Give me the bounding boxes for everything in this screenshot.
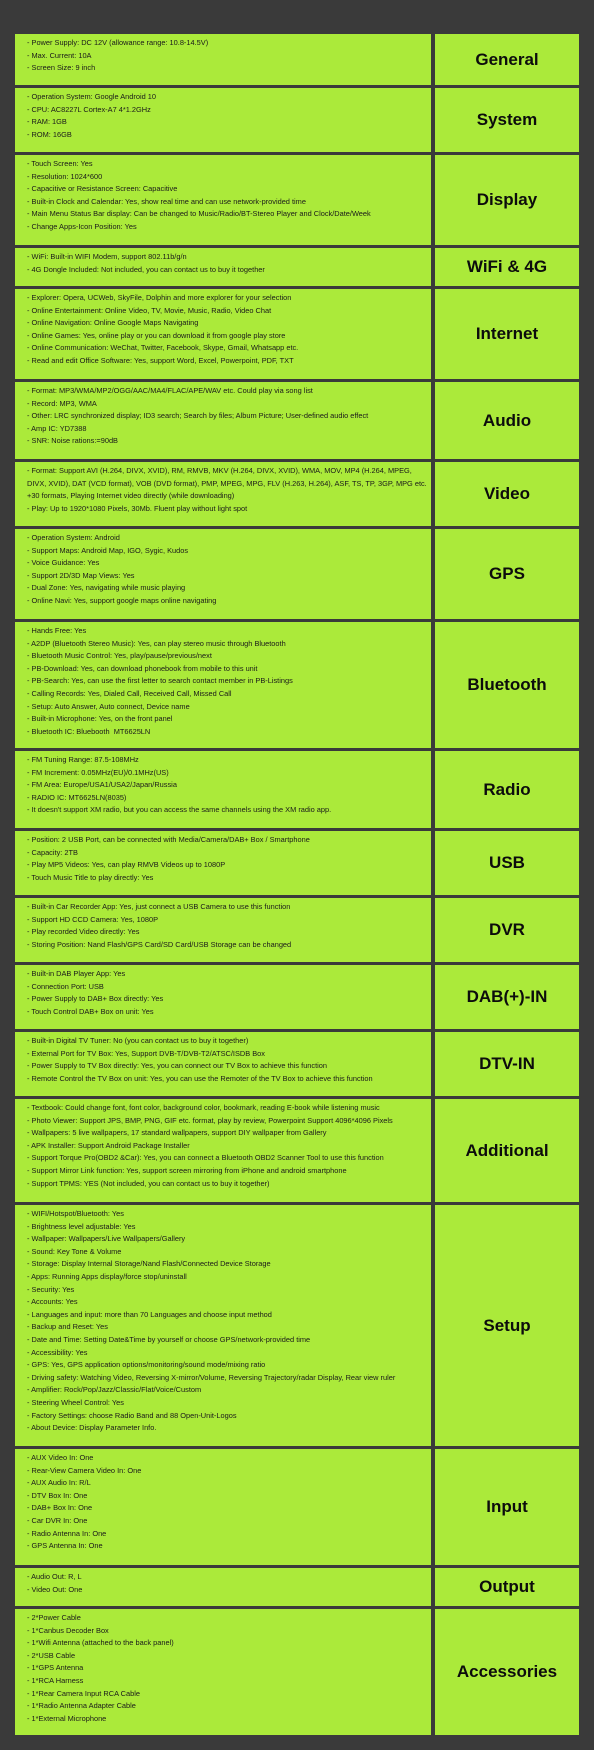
spec-line: - DTV Box In: One: [27, 1490, 88, 1500]
spec-line: - Built-in DAB Player App: Yes: [27, 969, 126, 978]
spec-line: - A2DP (Bluetooth Stereo Music): Yes, can play stereo music through Bluetooth: [27, 638, 286, 648]
spec-line: - Play: Up to 1920*1080 Pixels, 30Mb. Fluent play without light spot: [27, 503, 248, 513]
spec-line: - Online Communication: WeChat, Twitter, Facebook, Skype, Gmail, Whatsapp etc.: [27, 343, 299, 353]
spec-line: - PB-Download: Yes, can download phonebook from mobile to this unit: [27, 663, 258, 673]
spec-line: - Bluetooth Music Control: Yes, play/pause/previous/next: [27, 651, 212, 661]
spec-line: - Support TPMS: YES (Not included, you can contact us to buy it together): [27, 1178, 270, 1188]
spec-details: [15, 382, 431, 459]
section-title: Setup: [435, 1205, 579, 1446]
section-title: Additional: [435, 1099, 579, 1202]
spec-details: [15, 622, 431, 748]
spec-line: - AUX Audio In: R/L: [27, 1478, 91, 1488]
section-title: USB: [435, 831, 579, 895]
spec-details: [15, 462, 431, 526]
spec-row-audio: [15, 382, 579, 459]
spec-row-dvr: [15, 898, 579, 962]
spec-line: - Change Apps-Icon Position: Yes: [27, 221, 137, 231]
spec-line: - Support Mirror Link function: Yes, support screen mirroring from iPhone and android smartphone: [27, 1165, 347, 1175]
spec-line: - Support Torque Pro(OBD2 &Car): Yes, you can connect a Bluetooth OBD2 Scanner Tool to use this function: [27, 1153, 384, 1163]
spec-line: - Support HD CCD Camera: Yes, 1080P: [27, 914, 159, 924]
spec-line: - Online Entertainment: Online Video, TV, Movie, Music, Radio, Video Chat: [27, 305, 272, 315]
spec-line: - Explorer: Opera, UCWeb, SkyFile, Dolphin and more explorer for your selection: [27, 293, 292, 302]
spec-line: - Max. Current: 10A: [27, 50, 92, 60]
spec-line: - Dual Zone: Yes, navigating while music playing: [27, 583, 186, 593]
spec-row-radio: [15, 751, 579, 828]
spec-line: - Touch Screen: Yes: [27, 159, 93, 168]
spec-details: [15, 965, 431, 1029]
spec-details: [15, 898, 431, 962]
section-title: Input: [435, 1449, 579, 1565]
spec-line: - Storage: Display Internal Storage/Nand Flash/Connected Device Storage: [27, 1259, 271, 1269]
spec-line: - Other: LRC synchronized display; ID3 search; Search by files; Album Picture; User-defined audio effect: [27, 411, 369, 421]
spec-line: - Touch Music Title to play directly: Yes: [27, 872, 154, 882]
spec-row-output: [15, 1568, 579, 1606]
spec-line: - SNR: Noise rations:=90dB: [27, 436, 118, 446]
spec-line: - Built-in Car Recorder App: Yes, just connect a USB Camera to use this function: [27, 902, 291, 911]
spec-line: - Textbook: Could change font, font color, background color, bookmark, reading E-book while listening music: [27, 1103, 380, 1112]
spec-line: - Driving safety: Watching Video, Reversing X-mirror/Volume, Reversing Trajectory/radar Display, Rear view ruler: [27, 1372, 396, 1382]
spec-line: - 1*Wifi Antenna (attached to the back panel): [27, 1638, 174, 1648]
spec-line: - Power Supply: DC 12V (allowance range: 10.8-14.5V): [27, 38, 209, 47]
spec-row-additional: [15, 1099, 579, 1202]
spec-line: - CPU: AC8227L Cortex-A7 4*1.2GHz: [27, 104, 151, 114]
spec-line: - PB-Search: Yes, can use the first letter to search contact member in PB-Listings: [27, 676, 293, 686]
spec-row-internet: [15, 289, 579, 379]
spec-line: - Languages and input: more than 70 Languages and choose input method: [27, 1309, 272, 1319]
spec-line: - Play MP5 Videos: Yes, can play RMVB Videos up to 1080P: [27, 860, 226, 870]
section-title: Audio: [435, 382, 579, 459]
spec-line: - About Device: Display Parameter Info.: [27, 1423, 157, 1433]
spec-line: - Accounts: Yes: [27, 1297, 78, 1307]
spec-line: - 1*RCA Harness: [27, 1675, 84, 1685]
spec-line: - Security: Yes: [27, 1284, 75, 1294]
spec-line: - Record: MP3, WMA: [27, 398, 97, 408]
spec-details: [15, 88, 431, 152]
spec-line: - 1*External Microphone: [27, 1713, 107, 1723]
spec-line: - Brightness level adjustable: Yes: [27, 1221, 136, 1231]
spec-line: - Photo Viewer: Support JPS, BMP, PNG, GIF etc. format, play by review, Powerpoint Support 4096*4096 Pixels: [27, 1115, 393, 1125]
spec-line: - 1*Radio Antenna Adapter Cable: [27, 1701, 136, 1711]
spec-details: [15, 1449, 431, 1565]
section-title: General: [435, 34, 579, 85]
spec-details: [15, 751, 431, 828]
spec-line: - Support 2D/3D Map Views: Yes: [27, 570, 135, 580]
spec-details: [15, 1568, 431, 1606]
spec-row-display: [15, 155, 579, 245]
spec-line: - Built-in Digital TV Tuner: No (you can contact us to buy it together): [27, 1036, 249, 1045]
spec-line: - Setup: Auto Answer, Auto connect, Device name: [27, 701, 190, 711]
spec-row-video: [15, 462, 579, 526]
spec-details: [15, 1609, 431, 1735]
spec-row-wifi-4g: [15, 248, 579, 286]
section-title: DAB(+)-IN: [435, 965, 579, 1029]
spec-line: - 1*GPS Antenna: [27, 1663, 84, 1673]
spec-line: - WIFI/Hotspot/Bluetooth: Yes: [27, 1209, 124, 1218]
section-title: System: [435, 88, 579, 152]
spec-details: [15, 248, 431, 286]
spec-details: [15, 1099, 431, 1202]
spec-line: - DAB+ Box In: One: [27, 1503, 93, 1513]
spec-line: - Power Supply to TV Box directly: Yes, you can connect our TV Box to achieve this function: [27, 1061, 328, 1071]
spec-line: - Capacity: 2TB: [27, 847, 78, 857]
spec-line: - WiFi: Built-in WIFI Modem, support 802.11b/g/n: [27, 252, 187, 261]
spec-line: - Connection Port: USB: [27, 981, 104, 991]
spec-line: - Car DVR In: One: [27, 1515, 88, 1525]
section-title: Video: [435, 462, 579, 526]
spec-line: - FM Increment: 0.05MHz(EU)/0.1MHz(US): [27, 767, 169, 777]
spec-line: - Power Supply to DAB+ Box directly: Yes: [27, 994, 164, 1004]
spec-line: - Format: Support AVI (H.264, DIVX, XVID), RM, RMVB, MKV (H.264, DIVX, XVID), WMA, MOV, MP4 (H.264, MPEG, DIVX, XVID), DAT (VCD format), VOB (DVD format), PMP, MPEG, MPG, FLV (H.263, H.264), ASF, TS, TP, 3GP, MPG etc. +30 formats, Playing Internet video directly (while downloading): [27, 466, 429, 501]
spec-line: - Play recorded Video directly: Yes: [27, 927, 140, 937]
spec-line: - Video Out: One: [27, 1584, 83, 1594]
spec-details: [15, 289, 431, 379]
spec-line: - Wallpapers: 5 live wallpapers, 17 standard wallpapers, support DIY wallpaper from Gallery: [27, 1128, 327, 1138]
spec-line: - 2*Power Cable: [27, 1613, 81, 1622]
spec-details: [15, 34, 431, 85]
spec-line: - Date and Time: Setting Date&Time by yourself or choose GPS/network-provided time: [27, 1334, 311, 1344]
spec-line: - Operation System: Android: [27, 533, 120, 542]
spec-line: - FM Area: Europe/USA1/USA2/Japan/Russia: [27, 780, 177, 790]
spec-line: - Capacitive or Resistance Screen: Capacitive: [27, 184, 178, 194]
spec-line: - RADIO IC: MT6625LN(8035): [27, 792, 127, 802]
section-title: Accessories: [435, 1609, 579, 1735]
spec-line: - Online Navi: Yes, support google maps online navigating: [27, 595, 217, 605]
spec-line: - Voice Guidance: Yes: [27, 558, 100, 568]
spec-line: - Rear-View Camera Video In: One: [27, 1465, 142, 1475]
spec-line: - GPS Antenna In: One: [27, 1541, 103, 1551]
spec-row-bluetooth: [15, 622, 579, 748]
spec-line: - Steering Wheel Control: Yes: [27, 1397, 124, 1407]
spec-line: - Amp IC: YD7388: [27, 423, 87, 433]
spec-row-usb: [15, 831, 579, 895]
spec-line: - Read and edit Office Software: Yes, support Word, Excel, Powerpoint, PDF, TXT: [27, 355, 294, 365]
spec-row-system: [15, 88, 579, 152]
spec-line: - Bluetooth IC: Bluebooth MT6625LN: [27, 726, 151, 736]
spec-line: - 4G Dongle Included: Not included, you can contact us to buy it together: [27, 264, 265, 274]
spec-line: - 1*Rear Camera Input RCA Cable: [27, 1688, 140, 1698]
spec-line: - Radio Antenna In: One: [27, 1528, 107, 1538]
spec-line: - Touch Control DAB+ Box on unit: Yes: [27, 1006, 154, 1016]
spec-line: - Support Maps: Android Map, IGO, Sygic, Kudos: [27, 545, 189, 555]
spec-line: - Built-in Microphone: Yes, on the front panel: [27, 714, 173, 724]
section-title: Output: [435, 1568, 579, 1606]
spec-line: - Format: MP3/WMA/MP2/OGG/AAC/MA4/FLAC/APE/WAV etc. Could play via song list: [27, 386, 313, 395]
section-title: Internet: [435, 289, 579, 379]
spec-details: [15, 1032, 431, 1096]
spec-line: - Wallpaper: Wallpapers/Live Wallpapers/Gallery: [27, 1234, 186, 1244]
spec-line: - Apps: Running Apps display/force stop/uninstall: [27, 1271, 187, 1281]
spec-line: - Resolution: 1024*600: [27, 171, 103, 181]
spec-details: [15, 831, 431, 895]
spec-line: - Storing Position: Nand Flash/GPS Card/SD Card/USB Storage can be changed: [27, 939, 292, 949]
spec-line: - Operation System: Google Android 10: [27, 92, 156, 101]
section-title: GPS: [435, 529, 579, 619]
spec-row-accessories: [15, 1609, 579, 1735]
spec-line: - Calling Records: Yes, Dialed Call, Received Call, Missed Call: [27, 688, 232, 698]
spec-line: - 2*USB Cable: [27, 1650, 76, 1660]
spec-line: - External Port for TV Box: Yes, Support DVB-T/DVB-T2/ATSC/ISDB Box: [27, 1048, 265, 1058]
spec-details: [15, 529, 431, 619]
spec-line: - Factory Settings: choose Radio Band and 88 Open-Unit-Logos: [27, 1410, 237, 1420]
spec-details: [15, 1205, 431, 1446]
spec-line: - Sound: Key Tone & Volume: [27, 1246, 122, 1256]
spec-line: - FM Tuning Range: 87.5-108MHz: [27, 755, 139, 764]
section-title: Display: [435, 155, 579, 245]
spec-line: - GPS: Yes, GPS application options/monitoring/sound mode/mixing ratio: [27, 1360, 266, 1370]
spec-line: - Online Games: Yes, online play or you can download it from google play store: [27, 330, 286, 340]
section-title: Bluetooth: [435, 622, 579, 748]
spec-line: - Backup and Reset: Yes: [27, 1322, 108, 1332]
spec-line: - Built-in Clock and Calendar: Yes, show real time and can use network-provided time: [27, 196, 306, 206]
spec-line: - Amplifier: Rock/Pop/Jazz/Classic/Flat/Voice/Custom: [27, 1385, 202, 1395]
spec-line: - AUX Video In: One: [27, 1453, 94, 1462]
spec-line: - ROM: 16GB: [27, 129, 72, 139]
spec-line: - Hands Free: Yes: [27, 626, 87, 635]
section-title: WiFi & 4G: [435, 248, 579, 286]
spec-row-dab-in: [15, 965, 579, 1029]
spec-line: - It doesn't support XM radio, but you can access the same channels using the XM radio app.: [27, 805, 332, 815]
spec-row-general: [15, 34, 579, 85]
spec-line: - Position: 2 USB Port, can be connected with Media/Camera/DAB+ Box / Smartphone: [27, 835, 310, 844]
spec-line: - Main Menu Status Bar display: Can be changed to Music/Radio/BT-Stereo Player and Clock/Date/Week: [27, 209, 371, 219]
spec-line: - Remote Control the TV Box on unit: Yes, you can use the Remoter of the TV Box to achieve this function: [27, 1073, 373, 1083]
section-title: DVR: [435, 898, 579, 962]
spec-line: - 1*Canbus Decoder Box: [27, 1625, 109, 1635]
spec-details: [15, 155, 431, 245]
spec-line: - Accessibility: Yes: [27, 1347, 88, 1357]
spec-row-gps: [15, 529, 579, 619]
spec-row-setup: [15, 1205, 579, 1446]
spec-row-input: [15, 1449, 579, 1565]
section-title: Radio: [435, 751, 579, 828]
spec-line: - Online Navigation: Online Google Maps Navigating: [27, 318, 199, 328]
spec-line: - APK Installer: Support Android Package Installer: [27, 1140, 190, 1150]
spec-line: - Audio Out: R, L: [27, 1572, 82, 1581]
section-title: DTV-IN: [435, 1032, 579, 1096]
spec-row-dtv-in: [15, 1032, 579, 1096]
spec-line: - Screen Size: 9 inch: [27, 63, 96, 73]
spec-line: - RAM: 1GB: [27, 117, 67, 127]
